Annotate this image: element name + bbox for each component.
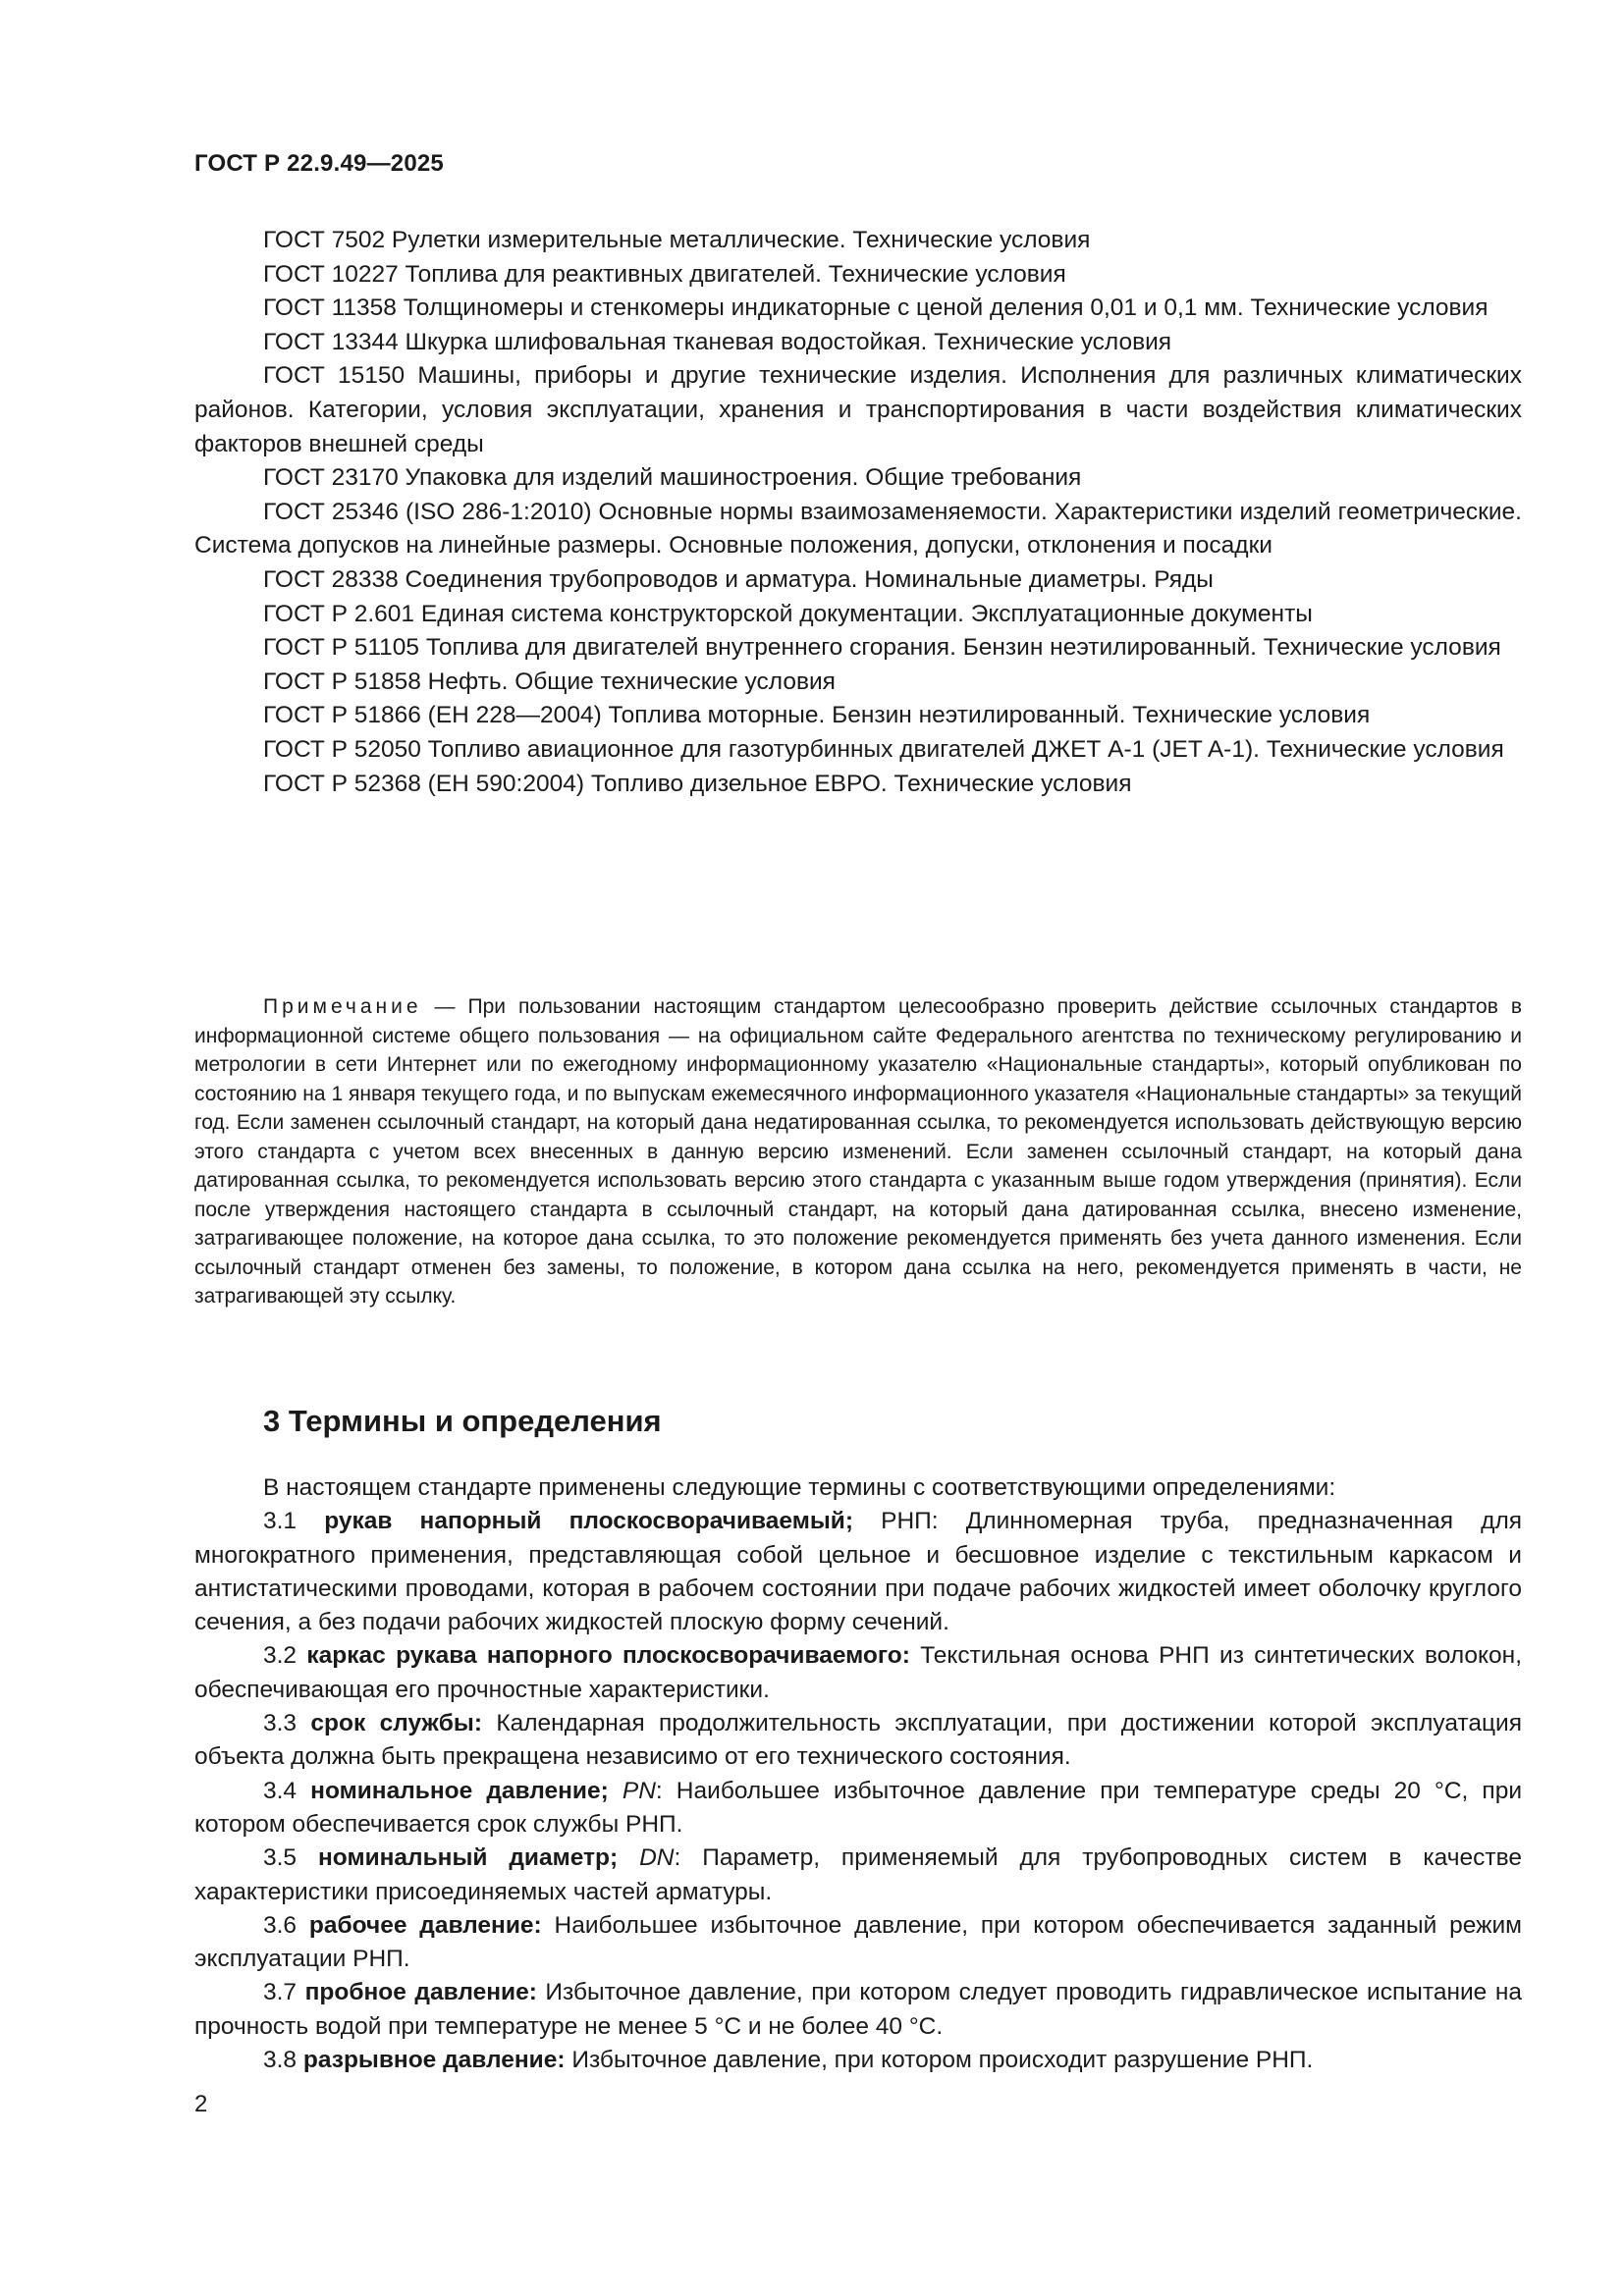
term-item	[194, 1707, 1522, 1775]
term-name: пробное давление:	[304, 1979, 537, 2006]
note-block	[194, 992, 1522, 1311]
normative-references-list	[194, 224, 1522, 801]
term-number: 3.8	[263, 2047, 298, 2074]
term-definition: Избыточное давление, при котором происходит разрушение РНП.	[565, 2047, 1314, 2074]
reference-item: ГОСТ Р 52368 (ЕН 590:2004) Топливо дизельное ЕВРО. Технические условия	[263, 770, 1132, 797]
term-name: разрывное давление:	[302, 2047, 566, 2074]
term-definition: : Параметр, применяемый для трубопроводных систем в качестве характеристики присоединяемых частей арматуры.	[194, 1844, 1522, 1905]
term-item	[194, 1505, 1522, 1639]
term-name: срок службы:	[310, 1710, 482, 1737]
reference-item: ГОСТ Р 51866 (ЕН 228—2004) Топлива моторные. Бензин неэтилированный. Технические условия	[263, 702, 1371, 729]
term-number: 3.1	[263, 1508, 298, 1535]
term-number: 3.5	[263, 1844, 298, 1872]
reference-item: ГОСТ 28338 Соединения трубопроводов и арматура. Номинальные диаметры. Ряды	[263, 565, 1214, 593]
section-title: 3 Термины и определения	[263, 1404, 662, 1438]
term-number: 3.3	[263, 1710, 298, 1737]
note-label: Примечание	[263, 995, 422, 1018]
term-item	[194, 1842, 1522, 1909]
note-text: — При пользовании настоящим стандартом целесообразно проверить действие ссылочных стандартов в информационной системе общего пользования — на официальном сайте Федерального агентства по техническому регулированию и метрологии в сети Интернет или по ежегодному информационному указателю «Национальные стандарты», который опубликован по состоянию на 1 января текущего года, и по выпускам ежемесячного информационного указателя «Национальные стандарты» за текущий год. Если заменен ссылочный стандарт, на который дана недатированная ссылка, то рекомендуется использовать действующую версию этого стандарта с учетом всех внесенных в данную версию изменений. Если заменен ссылочный стандарт, на который дана датированная ссылка, то рекомендуется использовать версию этого стандарта с указанным выше годом утверждения (принятия). Если после утверждения настоящего стандарта в ссылочный стандарт, на который дана датированная ссылка, внесено изменение, затрагивающее положение, на которое дана ссылка, то это положение рекомендуется применять без учета данного изменения. Если ссылочный стандарт отменен без замены, то положение, в котором дана ссылка на него, рекомендуется применять в части, не затрагивающей эту ссылку.	[194, 995, 1522, 1308]
reference-item: ГОСТ Р 2.601 Единая система конструкторской документации. Эксплуатационные документы	[263, 600, 1313, 627]
term-definition: : Наибольшее избыточное давление при температуре среды 20 °С, при котором обеспечивается срок службы РНП.	[194, 1777, 1523, 1838]
term-name: номинальное давление;	[310, 1777, 609, 1804]
term-definition: Наибольшее избыточное давление, при котором обеспечивается заданный режим эксплуатации РНП.	[194, 1911, 1522, 1973]
reference-item: ГОСТ 25346 (ISO 286-1:2010) Основные нормы взаимозаменяемости. Характеристики изделий геометрические. Система допусков на линейные размеры. Основные положения, допуски, отклонения и посадки	[194, 498, 1522, 560]
term-item	[194, 1775, 1522, 1842]
page-number: 2	[194, 2091, 208, 2117]
reference-item: ГОСТ Р 52050 Топливо авиационное для газотурбинных двигателей ДЖЕТ А-1 (JET A-1). Технические условия	[263, 735, 1504, 763]
term-number: 3.7	[263, 1979, 298, 2006]
term-item	[194, 1639, 1522, 1707]
term-number: 3.2	[263, 1642, 298, 1670]
term-abbreviation: РНП:	[853, 1508, 939, 1535]
term-item	[194, 1976, 1522, 2044]
reference-item: ГОСТ Р 51105 Топлива для двигателей внутреннего сгорания. Бензин неэтилированный. Технические условия	[263, 634, 1501, 662]
term-definition: Избыточное давление, при котором следует проводить гидравлическое испытание на прочность водой при температуре не менее 5 °С и не более 40 °С.	[194, 1979, 1522, 2040]
reference-item: ГОСТ 7502 Рулетки измерительные металлические. Технические условия	[263, 227, 1091, 253]
term-abbreviation: PN	[608, 1777, 656, 1804]
term-definition: Длинномерная труба, предназначенная для многократного применения, представляющая собой цельное и бесшовное изделие с текстильным каркасом и антистатическими проводами, которая в рабочем состоянии при подаче рабочих жидкостей имеет оболочку круглого сечения, а без подачи рабочих жидкостей плоскую форму сечений.	[194, 1508, 1523, 1636]
term-name: рабочее давление:	[308, 1911, 542, 1939]
term-name: номинальный диаметр;	[318, 1844, 619, 1872]
term-definition: Текстильная основа РНП из синтетических волокон, обеспечивающая его прочностные характеристики.	[194, 1642, 1523, 1703]
reference-item: ГОСТ 10227 Топлива для реактивных двигателей. Технические условия	[263, 260, 1066, 288]
term-number: 3.6	[263, 1911, 298, 1939]
term-name: рукав напорный плоскосворачиваемый;	[324, 1508, 853, 1535]
reference-item: ГОСТ 23170 Упаковка для изделий машиностроения. Общие требования	[263, 464, 1082, 492]
section-intro: В настоящем стандарте применены следующие термины с соответствующими определениями:	[263, 1474, 1336, 1501]
note-paragraph	[194, 992, 1522, 1311]
document-header: ГОСТ Р 22.9.49—2025	[194, 150, 444, 177]
reference-item: ГОСТ 13344 Шкурка шлифовальная тканевая водостойкая. Технические условия	[263, 328, 1172, 355]
term-name: каркас рукава напорного плоскосворачиваемого:	[306, 1642, 910, 1670]
reference-item: ГОСТ 11358 Толщиномеры и стенкомеры индикаторные с ценой деления 0,01 и 0,1 мм. Технические условия	[263, 294, 1489, 322]
term-definition: Календарная продолжительность эксплуатации, при достижении которой эксплуатация объекта должна быть прекращена независимо от его технического состояния.	[194, 1710, 1522, 1771]
reference-item: ГОСТ 15150 Машины, приборы и другие технические изделия. Исполнения для различных климатических районов. Категории, условия эксплуатации, хранения и транспортирования в части воздействия климатических факторов внешней среды	[194, 362, 1522, 457]
term-item	[194, 1909, 1522, 1977]
term-item	[194, 2044, 1522, 2077]
terms-list	[194, 1471, 1522, 2077]
reference-item: ГОСТ Р 51858 Нефть. Общие технические условия	[263, 667, 836, 695]
term-number: 3.4	[263, 1777, 298, 1804]
term-abbreviation: DN	[618, 1844, 675, 1872]
